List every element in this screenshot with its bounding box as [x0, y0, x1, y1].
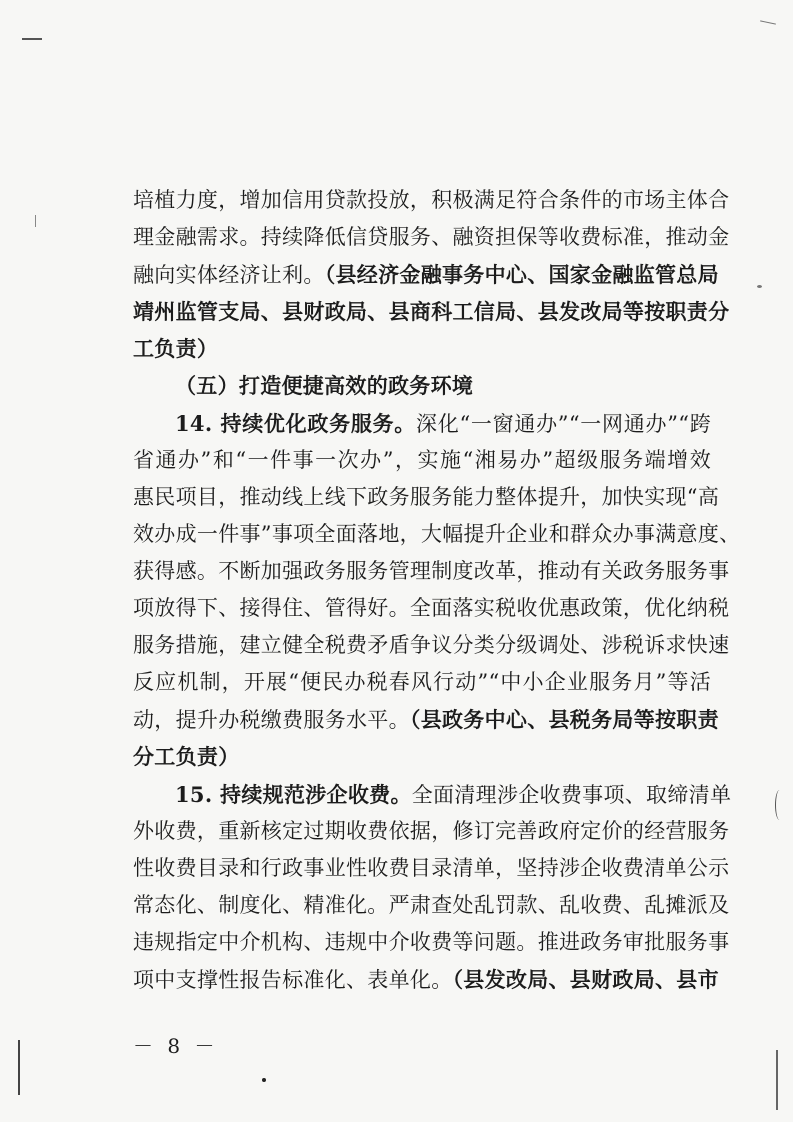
line-text: 理金融需求。持续降低信贷服务、融资担保等收费标准，推动金: [133, 225, 730, 250]
body-text: [133, 182, 741, 998]
text-line: [133, 701, 719, 738]
responsible-units: （县发改局、县财政局、县市: [452, 966, 719, 992]
scan-mark: [18, 1040, 20, 1095]
line-text: 全面清理涉企收费事项、取缔清单: [411, 782, 732, 807]
text-line: [133, 219, 730, 256]
text-line: [133, 850, 730, 887]
scan-mark: [262, 1078, 266, 1082]
text-line: [133, 664, 711, 701]
responsible-units: （县经济金融事务中心、国家金融监管总局: [324, 262, 719, 288]
line-text: 反应机制，开展“便民办税春风行动”“中小企业服务月”等活: [133, 670, 711, 695]
line-text: 省通办”和“一件事一次办”，实施“湘易办”超级服务端增效: [133, 447, 711, 472]
line-text: 动，提升办税缴费服务水平。: [133, 708, 410, 733]
line-text: 服务措施，建立健全税费矛盾争议分类分级调处、涉税诉求快速: [133, 633, 730, 658]
text-line: [133, 590, 730, 627]
responsible-units: 分工负责）: [133, 744, 240, 770]
line-text: 项中支撑性报告标准化、表单化。: [133, 967, 453, 992]
responsible-units: 工负责）: [133, 336, 219, 362]
text-line: [133, 182, 730, 219]
text-line: [133, 405, 711, 442]
item-lead: 14. 持续优化政务服务。: [175, 410, 416, 436]
responsible-units: 靖州监管支局、县财政局、县商科工信局、县发改局等按职责分: [133, 299, 730, 325]
text-line: [133, 627, 730, 664]
text-line: [133, 367, 711, 404]
scan-mark: [775, 790, 784, 820]
text-line: [133, 256, 719, 293]
line-text: 项放得下、接得住、管得好。全面落实税收优惠政策，优化纳税: [133, 596, 730, 621]
text-line: [133, 813, 730, 850]
scan-mark: [35, 215, 36, 227]
line-text: 融向实体经济让利。: [133, 263, 325, 288]
line-text: 惠民项目，推动线上线下政务服务能力整体提升，加快实现“高: [133, 484, 720, 509]
line-text: 培植力度，增加信用贷款投放，积极满足符合条件的市场主体合: [133, 188, 730, 212]
text-line: [133, 924, 730, 961]
item-lead: 15. 持续规范涉企收费。: [175, 781, 412, 807]
line-text: 获得感。不断加强政务服务管理制度改革，推动有关政务服务事: [133, 558, 730, 583]
text-line: [133, 961, 719, 998]
text-line: [133, 738, 711, 775]
text-line: [133, 330, 711, 367]
text-line: [133, 293, 730, 330]
scan-mark: [760, 20, 776, 24]
text-line: [133, 479, 720, 516]
page-number: － 8 －: [133, 1034, 219, 1058]
scan-mark: [757, 285, 762, 288]
line-text: 违规指定中介机构、违规中介收费等问题。推进政务审批服务事: [133, 929, 730, 954]
responsible-units: （县政务中心、县税务局等按职责: [409, 707, 719, 733]
line-text: 性收费目录和行政事业性收费目录清单，坚持涉企收费清单公示: [133, 855, 730, 880]
text-line: [133, 442, 711, 479]
text-line: [133, 553, 730, 590]
section-heading: （五）打造便捷高效的政务环境: [175, 373, 474, 399]
text-line: [133, 887, 730, 924]
text-line: [133, 516, 741, 553]
line-text: 常态化、制度化、精准化。严肃查处乱罚款、乱收费、乱摊派及: [133, 892, 730, 917]
scan-mark: [22, 38, 42, 40]
line-text: 外收费，重新核定过期收费依据，修订完善政府定价的经营服务: [133, 818, 730, 843]
line-text: 效办成一件事”事项全面落地，大幅提升企业和群众办事满意度、: [133, 521, 741, 546]
text-line: [133, 776, 732, 813]
line-text: 深化“一窗通办”“一网通办”“跨: [416, 411, 711, 436]
scan-mark: [776, 1050, 778, 1110]
